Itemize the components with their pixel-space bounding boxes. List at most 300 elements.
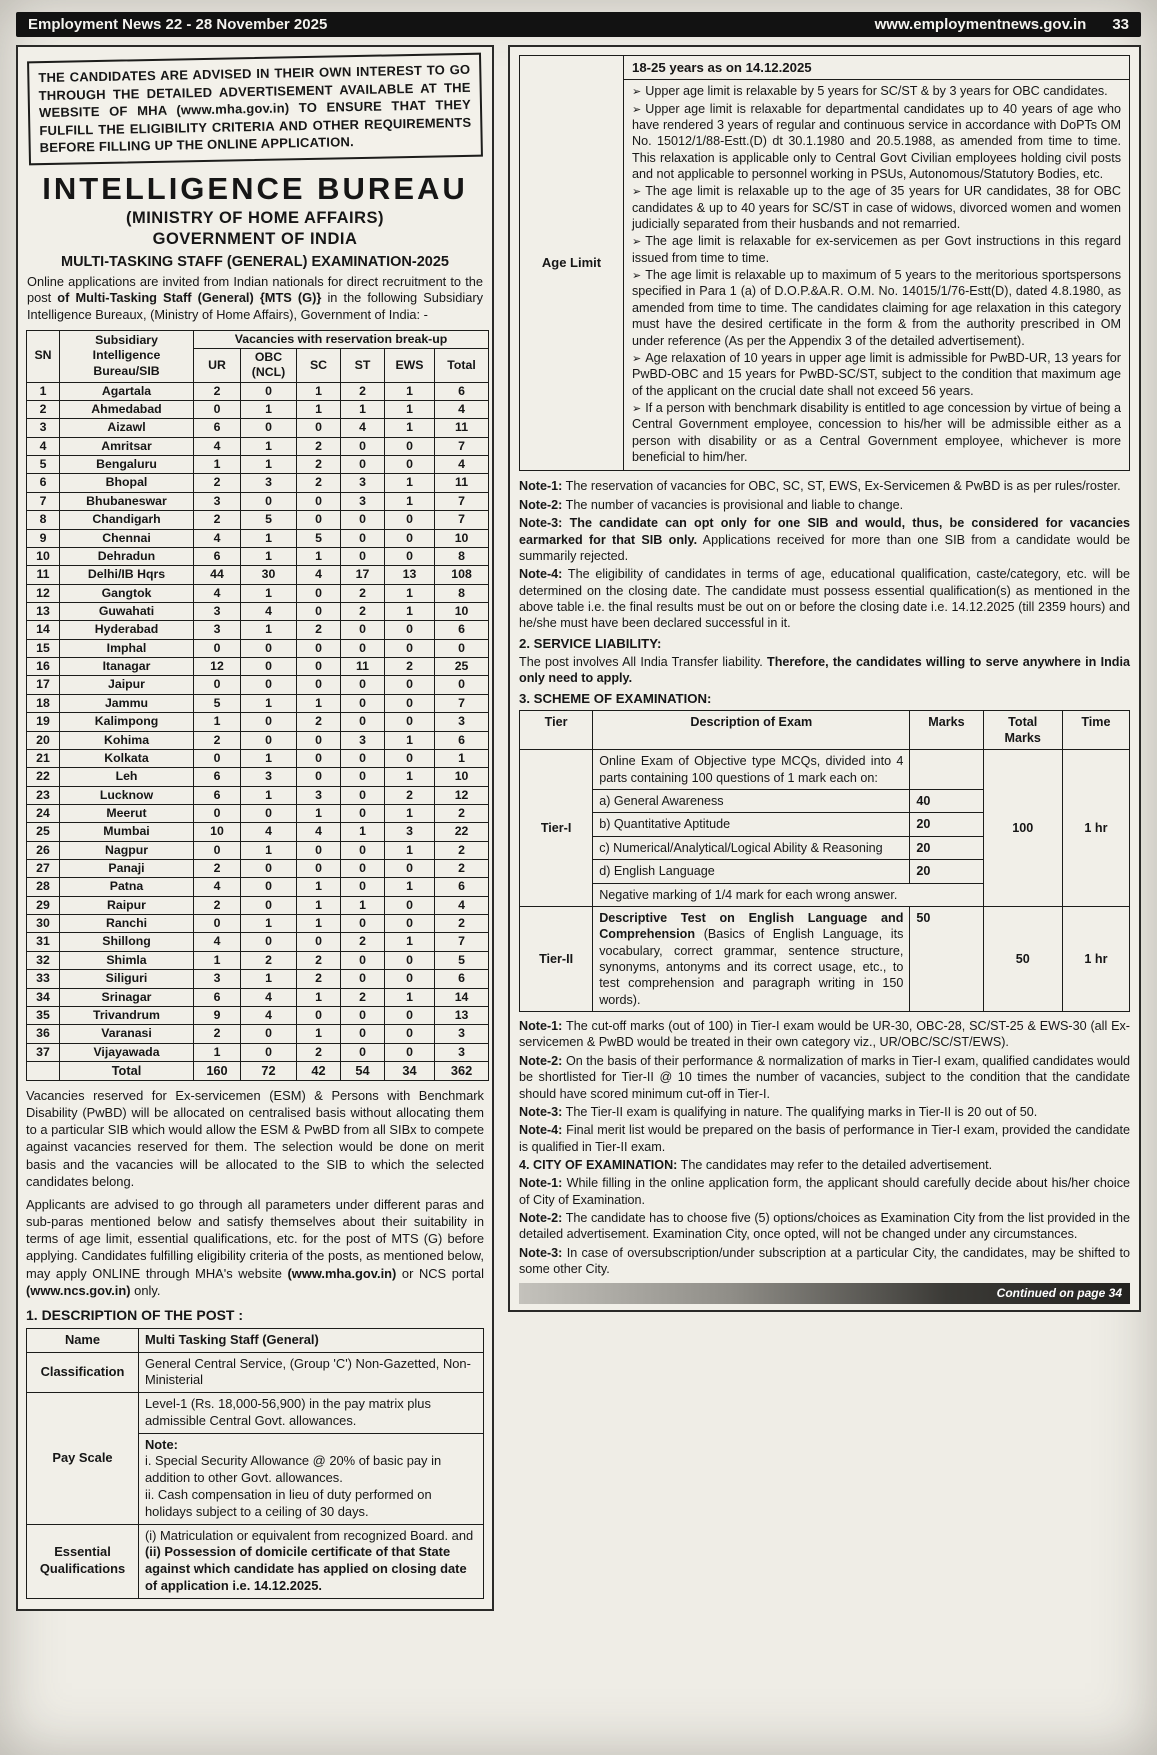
note-label: Note-2: xyxy=(519,1211,563,1226)
cell-sc: 5 xyxy=(297,529,341,547)
cell-sc: 1 xyxy=(297,896,341,914)
cell-sib: Hyderabad xyxy=(60,621,194,639)
cell-total: 14 xyxy=(435,988,489,1006)
cell-total: 2 xyxy=(435,841,489,859)
cell-sib: Nagpur xyxy=(60,841,194,859)
table-row xyxy=(27,511,489,529)
cell-sn: 26 xyxy=(27,841,60,859)
cell-sc: 1 xyxy=(297,878,341,896)
cell-obc: 2 xyxy=(241,951,297,969)
cell-sc: 0 xyxy=(297,603,341,621)
col-header-total: Total xyxy=(435,348,489,382)
table-row xyxy=(27,566,489,584)
note-text: Applications received for more than one SIB from a candidate would be summarily rejected. xyxy=(519,532,1131,563)
list-item xyxy=(632,101,1121,183)
cell-sc: 2 xyxy=(297,713,341,731)
cell-st: 0 xyxy=(341,676,385,694)
cell-total: 3 xyxy=(435,713,489,731)
note-line xyxy=(519,515,1130,564)
note-text: The cut-off marks (out of 100) in Tier-I exam would be UR-30, OBC-28, SC/ST-25 & EWS-30 (all Ex-servicemen & PwBD would be treated in their own category viz., UR/OBC/SC/ST/EWS). xyxy=(519,1019,1130,1050)
bullet-arrow-icon xyxy=(632,102,645,116)
masthead xyxy=(26,171,484,270)
cell-sc: 0 xyxy=(297,841,341,859)
table-row xyxy=(27,951,489,969)
tier1-label: Tier-I xyxy=(520,750,593,907)
cell-ews: 1 xyxy=(385,804,435,822)
cell-total: 4 xyxy=(435,401,489,419)
post-eq-value xyxy=(139,1524,484,1598)
cell-ur: 3 xyxy=(194,492,241,510)
cell-sib: Meerut xyxy=(60,804,194,822)
cell-obc: 1 xyxy=(241,749,297,767)
cell-sc: 0 xyxy=(297,492,341,510)
cell-ur: 0 xyxy=(194,841,241,859)
vacancy-notes xyxy=(519,478,1130,631)
cell-st: 0 xyxy=(341,639,385,657)
cell-obc: 0 xyxy=(241,382,297,400)
cell-sib: Chandigarh xyxy=(60,511,194,529)
cell-obc: 1 xyxy=(241,547,297,565)
advisory-box: THE CANDIDATES ARE ADVISED IN THEIR OWN INTEREST TO GO THROUGH THE DETAILED ADVERTISEMENT AVAILABLE AT THE WEBSITE OF MHA (www.mha.gov.in) TO ENSURE THAT THEY FULFILL THE ELIGIBILITY CRITERIA AND OTHER REQUIREMENTS BEFORE FILLING UP THE ONLINE APPLICATION. xyxy=(27,53,483,165)
cell-total: 0 xyxy=(435,639,489,657)
apply-text: Applicants are advised to go through all parameters under different paras and sub-paras mentioned below and satisfy themselves about their suitability in terms of age limit, essential qualifications, etc. for the post of MTS (G) before applying. Candidates fulfilling eligibility criteria of the posts, as mentioned below, may apply ONLINE through MHA's website xyxy=(26,1196,484,1281)
cell-total: 5 xyxy=(435,951,489,969)
cell-total: 4 xyxy=(435,896,489,914)
bullet-text: The age limit is relaxable up to the age of 35 years for UR candidates, 38 for OBC candidates & up to 40 years for SC/ST in case of widows, divorced women and women judicially separated from their husbands and not remarried. xyxy=(632,184,1121,232)
cell-st: 0 xyxy=(341,878,385,896)
cell-ews: 1 xyxy=(385,603,435,621)
cell-st: 4 xyxy=(341,419,385,437)
note-line xyxy=(519,478,1130,494)
table-row xyxy=(27,676,489,694)
table-row xyxy=(27,584,489,602)
note-line xyxy=(519,1018,1130,1051)
col-header-desc: Description of Exam xyxy=(593,710,910,750)
cell-st: 0 xyxy=(341,547,385,565)
cell-ews: 0 xyxy=(385,970,435,988)
cell-sn: 13 xyxy=(27,603,60,621)
city-notes xyxy=(519,1175,1130,1277)
cell-obc: 0 xyxy=(241,1043,297,1061)
cell-st: 0 xyxy=(341,529,385,547)
cell-sib: Itanagar xyxy=(60,658,194,676)
list-item xyxy=(632,350,1121,399)
cell-ews: 0 xyxy=(385,749,435,767)
cell-sc: 0 xyxy=(297,860,341,878)
cell-total: 6 xyxy=(435,382,489,400)
table-row xyxy=(27,970,489,988)
cell-ur: 3 xyxy=(194,970,241,988)
cell-sn: 3 xyxy=(27,419,60,437)
right-column xyxy=(508,45,1141,1312)
cell-sib: Gangtok xyxy=(60,584,194,602)
cell-total: 10 xyxy=(435,768,489,786)
cell-total: 11 xyxy=(435,474,489,492)
note-label: Note-1: xyxy=(519,1019,563,1034)
cell-sn: 29 xyxy=(27,896,60,914)
eq-item-2: (ii) Possession of domicile certificate of that State against which candidate has applied on closing date of application i.e. 14.12.2025. xyxy=(145,1544,467,1593)
tier2-desc-text: (Basics of English Language, its vocabulary, correct grammar, sentence structure, synonyms, antonyms and its correct usage, etc., to test comprehension and paragraph writing in 150 words). xyxy=(599,927,904,1007)
cell-ur: 2 xyxy=(194,731,241,749)
col-header-ur: UR xyxy=(194,348,241,382)
cell-sn: 23 xyxy=(27,786,60,804)
tier2-time: 1 hr xyxy=(1062,906,1129,1011)
col-header-st: ST xyxy=(341,348,385,382)
table-row xyxy=(27,988,489,1006)
cell-sc: 1 xyxy=(297,915,341,933)
website-url: www.employmentnews.gov.in xyxy=(874,16,1087,33)
table-row xyxy=(27,860,489,878)
total-ews: 34 xyxy=(385,1061,435,1080)
cell-obc: 4 xyxy=(241,823,297,841)
note-text: The Tier-II exam is qualifying in nature. The qualifying marks in Tier-II is 20 out of 50. xyxy=(565,1104,1038,1119)
cell-sib: Vijayawada xyxy=(60,1043,194,1061)
note-line xyxy=(519,1122,1130,1155)
cell-sn: 22 xyxy=(27,768,60,786)
cell-total: 2 xyxy=(435,915,489,933)
cell-ews: 1 xyxy=(385,401,435,419)
cell-sn: 37 xyxy=(27,1043,60,1061)
total-total: 362 xyxy=(435,1061,489,1080)
table-row xyxy=(27,713,489,731)
cell-ews: 1 xyxy=(385,492,435,510)
cell-ews: 0 xyxy=(385,676,435,694)
note-line xyxy=(519,1053,1130,1102)
cell-obc: 1 xyxy=(241,437,297,455)
cell-sc: 2 xyxy=(297,1043,341,1061)
table-row xyxy=(520,710,1130,750)
cell-obc: 1 xyxy=(241,621,297,639)
cell-sc: 0 xyxy=(297,584,341,602)
note-bold-text: The candidate can opt only for one SIB and would, thus, be considered for vacancies earmarked for that SIB only. xyxy=(519,516,1130,547)
cell-sib: Kolkata xyxy=(60,749,194,767)
note-line xyxy=(519,1210,1130,1243)
cell-st: 0 xyxy=(341,1006,385,1024)
col-group-header: Vacancies with reservation break-up xyxy=(194,330,489,348)
cell-sc: 2 xyxy=(297,437,341,455)
cell-sc: 1 xyxy=(297,401,341,419)
mha-url: (www.mha.gov.in) xyxy=(287,1265,397,1281)
cell-obc: 0 xyxy=(241,419,297,437)
cell-total: 7 xyxy=(435,933,489,951)
note-label: Note-2: xyxy=(519,497,563,512)
cell-st: 2 xyxy=(341,584,385,602)
cell-sn: 11 xyxy=(27,566,60,584)
table-row xyxy=(27,1025,489,1043)
cell-st: 2 xyxy=(341,382,385,400)
note-line xyxy=(519,1104,1130,1120)
cell-sn: 6 xyxy=(27,474,60,492)
age-limit-content xyxy=(624,56,1130,471)
bullet-arrow-icon xyxy=(632,84,645,98)
cell-st: 0 xyxy=(341,786,385,804)
city-examination-line xyxy=(519,1157,1130,1173)
cell-sib: Guwahati xyxy=(60,603,194,621)
cell-sib: Imphal xyxy=(60,639,194,657)
cell-st: 0 xyxy=(341,456,385,474)
table-row xyxy=(27,456,489,474)
cell-total: 7 xyxy=(435,492,489,510)
tier1-part-d-marks: 20 xyxy=(910,860,983,883)
cell-ews: 2 xyxy=(385,786,435,804)
cell-total: 6 xyxy=(435,621,489,639)
col-header-obc: OBC (NCL) xyxy=(241,348,297,382)
bullet-text: The age limit is relaxable for ex-servicemen as per Govt instructions in this regard issued from time to time. xyxy=(632,234,1121,265)
cell-obc: 1 xyxy=(241,970,297,988)
cell-sc: 2 xyxy=(297,456,341,474)
service-liability-heading: 2. SERVICE LIABILITY: xyxy=(519,635,662,651)
note-text: Final merit list would be prepared on the basis of performance in Tier-I exam, provided the candidate is qualified in Tier-II exam. xyxy=(519,1123,1130,1154)
cell-ews: 1 xyxy=(385,988,435,1006)
cell-sn: 18 xyxy=(27,694,60,712)
tier1-part-c-marks: 20 xyxy=(910,836,983,859)
after-table-paragraphs xyxy=(26,1087,484,1299)
cell-sc: 1 xyxy=(297,988,341,1006)
cell-st: 1 xyxy=(341,896,385,914)
cell-ur: 0 xyxy=(194,639,241,657)
tier1-part-c: c) Numerical/Analytical/Logical Ability & Reasoning xyxy=(593,836,910,859)
cell-ews: 13 xyxy=(385,566,435,584)
cell-sc: 0 xyxy=(297,1006,341,1024)
cell-ews: 3 xyxy=(385,823,435,841)
cell-ur: 2 xyxy=(194,896,241,914)
table-row xyxy=(27,419,489,437)
cell-ur: 4 xyxy=(194,584,241,602)
total-ur: 160 xyxy=(194,1061,241,1080)
cell-sn: 14 xyxy=(27,621,60,639)
tier2-label: Tier-II xyxy=(520,906,593,1011)
note-text: The number of vacancies is provisional and liable to change. xyxy=(565,497,904,512)
note-line xyxy=(519,497,1130,513)
post-class-label: Classification xyxy=(27,1352,139,1393)
cell-st: 0 xyxy=(341,749,385,767)
exam-notes xyxy=(519,1018,1130,1155)
cell-st: 1 xyxy=(341,401,385,419)
post-name-label: Name xyxy=(27,1328,139,1352)
exam-scheme-heading: 3. SCHEME OF EXAMINATION: xyxy=(519,690,712,706)
cell-obc: 0 xyxy=(241,713,297,731)
note-line xyxy=(519,1245,1130,1278)
cell-sib: Mumbai xyxy=(60,823,194,841)
cell-ews: 0 xyxy=(385,529,435,547)
cell-ur: 9 xyxy=(194,1006,241,1024)
table-row xyxy=(520,56,1130,471)
cell-st: 0 xyxy=(341,621,385,639)
description-post-heading: 1. DESCRIPTION OF THE POST : xyxy=(26,1306,244,1323)
cell-ur: 1 xyxy=(194,456,241,474)
pay-note-2: ii. Cash compensation in lieu of duty performed on holidays subject to a ceiling of 30 days. xyxy=(145,1486,432,1519)
cell-ews: 0 xyxy=(385,547,435,565)
note-label: Note-3: xyxy=(519,1104,563,1119)
cell-st: 0 xyxy=(341,1025,385,1043)
sl-plain-text: The post involves All India Transfer liability. xyxy=(519,654,763,669)
table-row xyxy=(27,1352,484,1393)
cell-st: 0 xyxy=(341,804,385,822)
cell-obc: 1 xyxy=(241,584,297,602)
left-column xyxy=(16,45,494,1611)
cell-st: 0 xyxy=(341,915,385,933)
cell-total: 7 xyxy=(435,437,489,455)
table-row xyxy=(27,786,489,804)
cell-sc: 0 xyxy=(297,731,341,749)
note-text: While filling in the online application form, the applicant should carefully decide about his/her choice of City of Examination. xyxy=(519,1176,1131,1207)
cell-ews: 1 xyxy=(385,933,435,951)
cell-obc: 4 xyxy=(241,1006,297,1024)
post-pay-note xyxy=(139,1433,484,1524)
cell-obc: 1 xyxy=(241,786,297,804)
cell-ur: 0 xyxy=(194,804,241,822)
cell-sn: 30 xyxy=(27,915,60,933)
vacancy-table xyxy=(26,330,489,1081)
table-row xyxy=(27,823,489,841)
list-item xyxy=(632,83,1121,99)
cell-ews: 0 xyxy=(385,621,435,639)
cell-sc: 2 xyxy=(297,621,341,639)
cell-ews: 1 xyxy=(385,474,435,492)
cell-total: 8 xyxy=(435,584,489,602)
cell-st: 0 xyxy=(341,841,385,859)
list-item xyxy=(632,267,1121,349)
tier1-part-a: a) General Awareness xyxy=(593,790,910,813)
post-pay-value: Level-1 (Rs. 18,000-56,900) in the pay matrix plus admissible Central Govt. allowances. xyxy=(139,1393,484,1434)
table-row xyxy=(27,804,489,822)
cell-st: 2 xyxy=(341,933,385,951)
tier1-negative-marking: Negative marking of 1/4 mark for each wrong answer. xyxy=(593,883,983,906)
cell-sc: 0 xyxy=(297,676,341,694)
note-text: On the basis of their performance & normalization of marks in Tier-I exam, qualified candidates would be shortlisted for Tier-II @ 10 times the number of vacancies, subject to the condition that the candidate should have scored minimum cut-off in Tier-I. xyxy=(519,1053,1130,1101)
list-item xyxy=(632,400,1121,465)
cell-sib: Varanasi xyxy=(60,1025,194,1043)
table-row xyxy=(27,896,489,914)
cell-sc: 2 xyxy=(297,951,341,969)
cell-ews: 2 xyxy=(385,658,435,676)
bullet-arrow-icon xyxy=(632,351,645,365)
cell-ews: 1 xyxy=(385,382,435,400)
tier1-intro-marks xyxy=(910,750,983,790)
cell-ur: 6 xyxy=(194,786,241,804)
cell-st: 0 xyxy=(341,860,385,878)
post-class-value: General Central Service, (Group 'C') Non-Gazetted, Non-Ministerial xyxy=(139,1352,484,1393)
cell-ur: 6 xyxy=(194,768,241,786)
cell-ur: 0 xyxy=(194,749,241,767)
note-line xyxy=(519,1175,1130,1208)
cell-total: 10 xyxy=(435,529,489,547)
city-heading: 4. CITY OF EXAMINATION: xyxy=(519,1157,678,1172)
cell-sn: 12 xyxy=(27,584,60,602)
cell-sib: Chennai xyxy=(60,529,194,547)
bullet-text: Upper age limit is relaxable by 5 years for SC/ST & by 3 years for OBC candidates. xyxy=(645,84,1108,99)
cell-total: 2 xyxy=(435,860,489,878)
note-label: Note-2: xyxy=(519,1053,563,1068)
exam-title: MULTI-TASKING STAFF (GENERAL) EXAMINATION-2025 xyxy=(60,253,449,270)
cell-ews: 1 xyxy=(385,584,435,602)
list-item xyxy=(632,233,1121,266)
cell-ews: 0 xyxy=(385,1006,435,1024)
cell-obc: 1 xyxy=(241,915,297,933)
cell-st: 3 xyxy=(341,474,385,492)
cell-sc: 0 xyxy=(297,933,341,951)
cell-obc: 5 xyxy=(241,511,297,529)
cell-sc: 0 xyxy=(297,639,341,657)
note-label: Note-3: xyxy=(519,1245,563,1260)
cell-st: 0 xyxy=(341,1043,385,1061)
col-header-sn: SN xyxy=(27,330,60,382)
cell-total: 6 xyxy=(435,878,489,896)
cell-total: 7 xyxy=(435,511,489,529)
cell-total: 6 xyxy=(435,731,489,749)
cell-ews: 1 xyxy=(385,878,435,896)
table-row xyxy=(27,1328,484,1352)
total-row xyxy=(27,1061,489,1080)
cell-ur: 2 xyxy=(194,511,241,529)
cell-sn: 19 xyxy=(27,713,60,731)
table-row xyxy=(27,731,489,749)
sl-bold-text: Therefore, the candidates willing to serve anywhere in India only need to apply. xyxy=(519,654,1131,686)
cell-sc: 3 xyxy=(297,786,341,804)
age-limit-table xyxy=(519,55,1130,471)
cell-ur: 3 xyxy=(194,621,241,639)
tier2-total-marks: 50 xyxy=(983,906,1062,1011)
cell-total: 4 xyxy=(435,456,489,474)
cell-ews: 0 xyxy=(385,1025,435,1043)
cell-total: 7 xyxy=(435,694,489,712)
cell-obc: 0 xyxy=(241,492,297,510)
cell-sn: 4 xyxy=(27,437,60,455)
total-st: 54 xyxy=(341,1061,385,1080)
cell-obc: 4 xyxy=(241,988,297,1006)
table-row xyxy=(27,621,489,639)
cell-sn: 28 xyxy=(27,878,60,896)
cell-ews: 0 xyxy=(385,915,435,933)
cell-ews: 1 xyxy=(385,731,435,749)
tier2-desc-bold: Descriptive Test on English Language and Comprehension xyxy=(599,910,904,942)
cell-sc: 0 xyxy=(297,768,341,786)
cell-st: 2 xyxy=(341,988,385,1006)
cell-sib: Jaipur xyxy=(60,676,194,694)
cell-obc: 0 xyxy=(241,878,297,896)
cell-sib: Siliguri xyxy=(60,970,194,988)
note-text: The candidate has to choose five (5) options/choices as Examination City from the list provided in the detailed advertisement. Examination City, once opted, will not be changed under any circumstances. xyxy=(519,1211,1130,1242)
table-row xyxy=(27,1043,489,1061)
tier1-part-b: b) Quantitative Aptitude xyxy=(593,813,910,836)
cell-ews: 0 xyxy=(385,951,435,969)
cell-sib: Srinagar xyxy=(60,988,194,1006)
cell-sib: Leh xyxy=(60,768,194,786)
tier1-part-d: d) English Language xyxy=(593,860,910,883)
cell-sib: Kohima xyxy=(60,731,194,749)
cell-total: 13 xyxy=(435,1006,489,1024)
total-label: Total xyxy=(60,1061,194,1080)
cell-st: 0 xyxy=(341,437,385,455)
cell-ur: 2 xyxy=(194,1025,241,1043)
bullet-text: If a person with benchmark disability is entitled to age concession by virtue of being a Central Government employee, concession to his/her will be admissible either as a person with disability or as a Central Government employee, whichever is more beneficial to him/her. xyxy=(632,400,1121,465)
col-header-total-marks: Total Marks xyxy=(983,710,1062,750)
page-title: INTELLIGENCE BUREAU xyxy=(42,170,468,206)
cell-ur: 6 xyxy=(194,988,241,1006)
tier2-marks: 50 xyxy=(910,906,983,1011)
cell-ews: 0 xyxy=(385,860,435,878)
col-header-ews: EWS xyxy=(385,348,435,382)
cell-obc: 0 xyxy=(241,658,297,676)
post-name-value: Multi Tasking Staff (General) xyxy=(139,1328,484,1352)
cell-sc: 1 xyxy=(297,1025,341,1043)
continued-banner xyxy=(519,1283,1130,1304)
cell-sc: 0 xyxy=(297,658,341,676)
bullet-text: Age relaxation of 10 years in upper age limit is admissible for PwBD-UR, 13 years for PwBD-OBC and 15 years for PwBD-SC/ST, subject to the condition that maximum age of the applicant on the crucial date shall not exceed 56 years. xyxy=(632,350,1121,398)
cell-sn: 35 xyxy=(27,1006,60,1024)
cell-st: 11 xyxy=(341,658,385,676)
cell-sn: 1 xyxy=(27,382,60,400)
